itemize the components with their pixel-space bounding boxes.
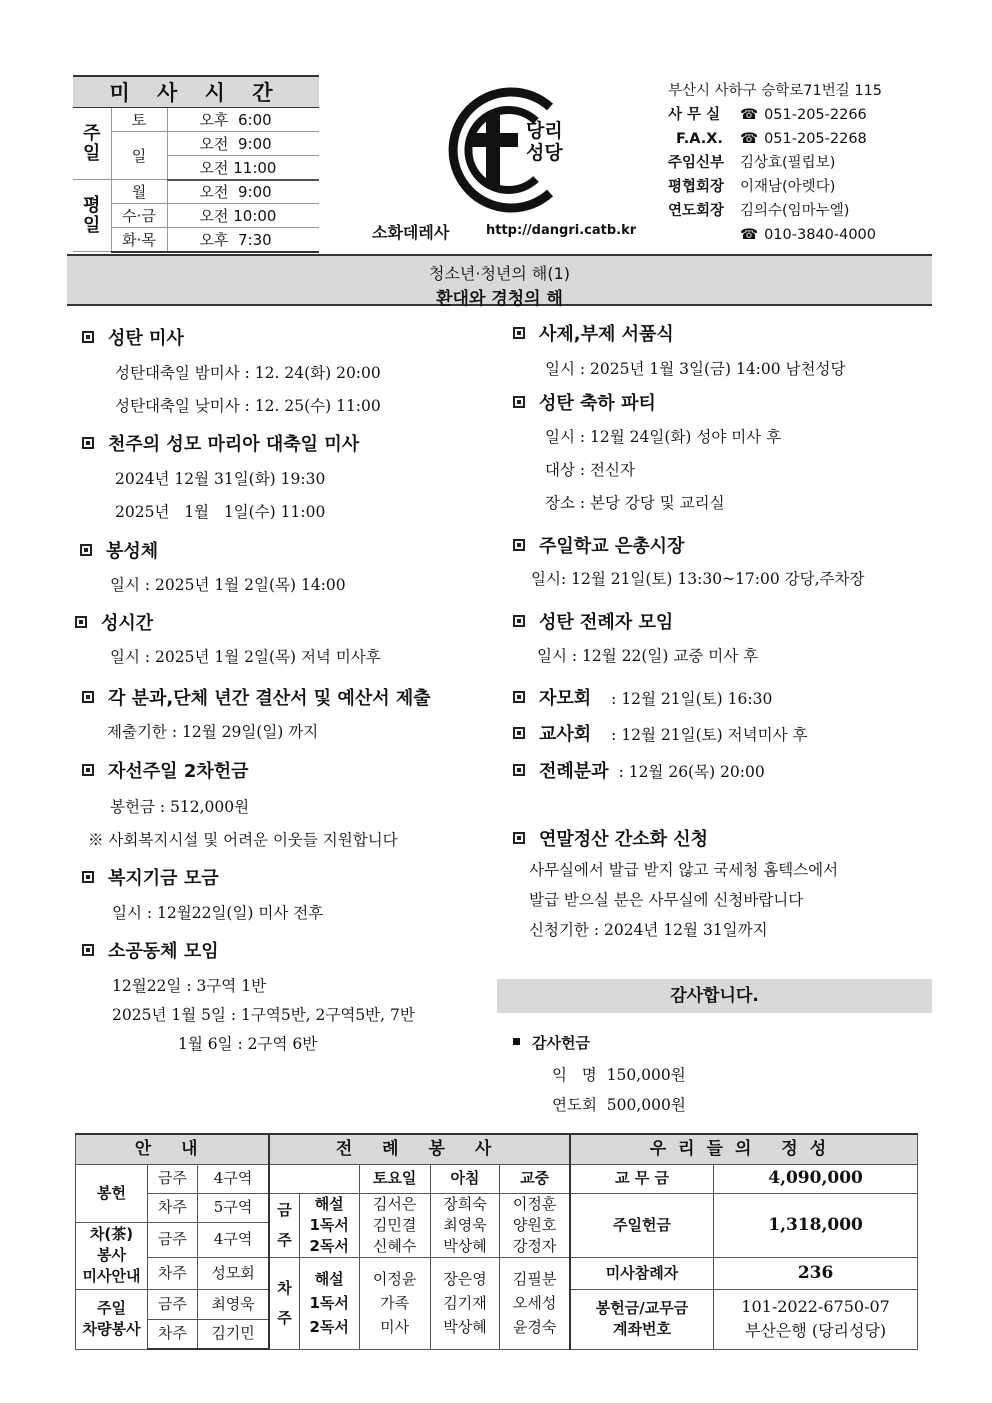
notice-inline: : 12월 26(목) 20:00 — [618, 763, 765, 781]
mass-time: 오전 11:00 — [167, 156, 319, 180]
mass-time: 오전 9:00 — [167, 132, 319, 156]
this-week-label: 금주 — [147, 1289, 197, 1319]
notice-line: 일시: 12월 21일(토) 13:30~17:00 강당,주차장 — [531, 570, 865, 588]
notice-title: 전례분과 : 12월 26(목) 20:00 — [513, 757, 765, 783]
notice-title: 성탄 축하 파티 — [513, 389, 656, 415]
notice-title: 각 분과,단체 년간 결산서 및 예산서 제출 — [82, 684, 431, 710]
notice-line: 발급 받으실 분은 사무실에 신청바랍니다 — [529, 891, 804, 909]
checkbox-bullet-icon — [513, 832, 525, 844]
notice-title: 복지기금 모금 — [82, 864, 219, 890]
notice-title: 자선주일 2차헌금 — [82, 757, 249, 783]
mass-day: 일 — [111, 132, 167, 180]
checkbox-bullet-icon — [82, 437, 94, 449]
guide-value: 4구역 — [197, 1222, 269, 1257]
guide-value: 최영욱 — [197, 1289, 269, 1319]
square-bullet-icon — [513, 1038, 520, 1045]
guide-value: 5구역 — [197, 1193, 269, 1222]
mass-day: 수·금 — [111, 204, 167, 228]
council-name: 이재남(아렛다) — [740, 179, 836, 195]
mass-schedule-title: 미 사 시 간 — [73, 76, 319, 108]
offering-header: 우리들의 정성 — [570, 1134, 918, 1164]
banner-subtitle: 청소년·청년의 해(1) — [428, 264, 571, 283]
guide-label: 주일 차량봉사 — [76, 1289, 148, 1349]
liturgy-assignee: 이정윤 가족 미사 — [359, 1257, 430, 1349]
account-info — [714, 1289, 918, 1349]
notice-line: 일시 : 2025년 1월 2일(목) 저녁 미사후 — [110, 648, 381, 666]
notice-line: 사무실에서 발급 받지 않고 국세청 홈텍스에서 — [529, 861, 839, 879]
checkbox-bullet-icon — [513, 615, 525, 627]
parish-patron: 소화데레사 — [372, 223, 450, 242]
liturgy-assignee: 김서은 김민결 신혜수 — [359, 1193, 430, 1257]
sunday-label: 주일 — [73, 108, 111, 180]
notice-line: 신청기한 : 2024년 12월 31일까지 — [529, 921, 768, 939]
checkbox-bullet-icon — [82, 691, 94, 703]
notice-line: 대상 : 전신자 — [545, 461, 635, 479]
notice-title: 천주의 성모 마리아 대축일 미사 — [82, 430, 359, 456]
guide-label: 봉헌 — [76, 1164, 148, 1222]
mass-day: 화·목 — [111, 228, 167, 252]
liturgy-assignee: 이정훈 양원호 강정자 — [500, 1193, 570, 1257]
mass-time: 오전 10:00 — [167, 204, 319, 228]
fax-label: F.A.X. — [676, 131, 723, 147]
address: 부산시 사하구 승학로71번길 115 — [668, 83, 883, 99]
pastor-name: 김상효(필립보) — [740, 155, 836, 171]
account-number: 101-2022-6750-07 — [741, 1297, 890, 1316]
church-logo — [432, 85, 572, 215]
liturgy-assignee: 장희숙 최영욱 박상혜 — [430, 1193, 500, 1257]
mass-time: 오전 9:00 — [167, 180, 319, 204]
offering-label: 교 무 금 — [570, 1164, 714, 1193]
notice-line: 2025년 1월 5일 : 1구역5반, 2구역5반, 7반 — [112, 1006, 415, 1024]
notice-line: 제출기한 : 12월 29일(일) 까지 — [107, 723, 319, 741]
checkbox-bullet-icon — [513, 691, 525, 703]
liturgy-assignee: 장은영 김기재 박상혜 — [430, 1257, 500, 1349]
notice-line: 일시 : 12월22일(일) 미사 전후 — [112, 904, 324, 922]
notice-title: 주일학교 은총시장 — [513, 532, 684, 558]
guide-value: 김기민 — [197, 1319, 269, 1349]
guide-value: 성모회 — [197, 1257, 269, 1289]
thanks-header: 감사합니다. — [497, 979, 932, 1013]
account-bank: 부산은행 (당리성당) — [744, 1321, 887, 1340]
checkbox-bullet-icon — [82, 764, 94, 776]
notice-line: 일시 : 12월 24일(화) 성야 미사 후 — [545, 428, 782, 446]
liturgy-col-header: 아침 — [430, 1164, 500, 1193]
mass-time: 오후 7:30 — [167, 228, 319, 252]
liturgy-roles: 해설 1독서 2독서 — [299, 1193, 359, 1257]
guide-label: 차(茶) 봉사 미사안내 — [76, 1222, 148, 1289]
notice-title: 자모회 : 12월 21일(토) 16:30 — [513, 684, 772, 710]
mass-time: 오후 6:00 — [167, 108, 319, 132]
notice-title: 교사회 : 12월 21일(토) 저녁미사 후 — [513, 720, 807, 746]
next-week-label: 차주 — [147, 1257, 197, 1289]
offering-value: 236 — [714, 1257, 918, 1289]
notice-line: 성탄대축일 밤미사 : 12. 24(화) 20:00 — [115, 364, 381, 382]
offering-value: 1,318,000 — [714, 1193, 918, 1257]
notice-line: 2025년 1월 1일(수) 11:00 — [115, 503, 326, 521]
this-week-label: 금주 — [147, 1222, 197, 1257]
notice-line: 일시 : 2025년 1월 3일(금) 14:00 남천성당 — [545, 360, 846, 378]
offering-label: 미사참례자 — [570, 1257, 714, 1289]
notice-title: 봉성체 — [80, 537, 158, 563]
logo-text-2: 성당 — [526, 142, 563, 164]
thanks-item-title: 감사헌금 — [513, 1032, 590, 1053]
federation-phone: 010-3840-4000 — [764, 227, 877, 243]
logo-text-1: 당리 — [526, 120, 563, 142]
notice-title: 소공동체 모임 — [82, 937, 219, 963]
service-table — [75, 1133, 918, 1350]
notice-line: 12월22일 : 3구역 1반 — [112, 977, 267, 995]
offering-label: 주일헌금 — [570, 1193, 714, 1257]
checkbox-bullet-icon — [513, 727, 525, 739]
phone-icon: ☎ — [740, 131, 759, 147]
pastor-label: 주임신부 — [668, 155, 725, 171]
notice-title: 성탄 미사 — [82, 324, 184, 350]
liturgy-header: 전 례 봉 사 — [269, 1134, 570, 1164]
checkbox-bullet-icon — [75, 616, 87, 628]
phone-icon: ☎ — [740, 227, 759, 243]
notice-title: 성시간 — [75, 609, 153, 635]
guide-value: 4구역 — [197, 1164, 269, 1193]
notice-line: 성탄대축일 낮미사 : 12. 25(수) 11:00 — [115, 397, 381, 415]
notice-inline: : 12월 21일(토) 저녁미사 후 — [611, 726, 808, 744]
liturgy-col-header: 토요일 — [359, 1164, 430, 1193]
liturgy-col-header: 교중 — [500, 1164, 570, 1193]
weekday-label: 평일 — [73, 180, 111, 252]
notice-title: 연말정산 간소화 신청 — [513, 825, 708, 851]
parish-url[interactable]: http://dangri.catb.kr — [486, 223, 637, 238]
mass-day: 월 — [111, 180, 167, 204]
mass-day: 토 — [111, 108, 167, 132]
notice-line: 1월 6일 : 2구역 6반 — [178, 1035, 318, 1053]
liturgy-assignee: 김필분 오세성 윤경숙 — [500, 1257, 570, 1349]
notice-title: 성탄 전례자 모임 — [513, 608, 673, 634]
next-week-label: 차주 — [147, 1193, 197, 1222]
checkbox-bullet-icon — [82, 944, 94, 956]
fax-number: 051-205-2268 — [764, 131, 867, 147]
notice-inline: : 12월 21일(토) 16:30 — [611, 690, 773, 708]
contact-info — [668, 79, 882, 247]
account-label: 봉헌금/교무금 계좌번호 — [570, 1289, 714, 1349]
thanks-entry: 익 명 150,000원 — [552, 1066, 686, 1084]
notice-line: ※ 사회복지시설 및 어려운 이웃들 지원합니다 — [88, 831, 398, 849]
offering-value: 4,090,000 — [714, 1164, 918, 1193]
liturgy-next-label: 차 주 — [269, 1257, 299, 1349]
checkbox-bullet-icon — [82, 871, 94, 883]
checkbox-bullet-icon — [513, 327, 525, 339]
federation-name: 김의수(임마누엘) — [740, 203, 850, 219]
liturgy-this-label: 금 주 — [269, 1193, 299, 1257]
thanks-entry: 연도회 500,000원 — [552, 1096, 686, 1114]
this-week-label: 금주 — [147, 1164, 197, 1193]
theme-banner — [67, 254, 932, 309]
federation-label: 연도회장 — [668, 203, 725, 219]
checkbox-bullet-icon — [513, 539, 525, 551]
notice-line: 일시 : 2025년 1월 2일(목) 14:00 — [110, 576, 346, 594]
checkbox-bullet-icon — [82, 331, 94, 343]
notice-line: 2024년 12월 31일(화) 19:30 — [115, 470, 326, 488]
banner-title: 환대와 경청의 해 — [436, 289, 563, 309]
guide-header: 안 내 — [76, 1134, 270, 1164]
council-label: 평협회장 — [668, 179, 725, 195]
liturgy-roles: 해설 1독서 2독서 — [299, 1257, 359, 1349]
notice-line: 일시 : 12월 22(일) 교중 미사 후 — [537, 647, 759, 665]
checkbox-bullet-icon — [513, 396, 525, 408]
checkbox-bullet-icon — [80, 544, 92, 556]
office-label: 사 무 실 — [668, 107, 721, 123]
notice-line: 장소 : 본당 강당 및 교리실 — [545, 494, 725, 512]
notice-line: 봉헌금 : 512,000원 — [110, 798, 250, 816]
phone-icon: ☎ — [740, 107, 759, 123]
notice-title: 사제,부제 서품식 — [513, 320, 674, 346]
checkbox-bullet-icon — [513, 764, 525, 776]
office-phone: 051-205-2266 — [764, 107, 867, 123]
next-week-label: 차주 — [147, 1319, 197, 1349]
mass-schedule-table — [73, 75, 319, 253]
